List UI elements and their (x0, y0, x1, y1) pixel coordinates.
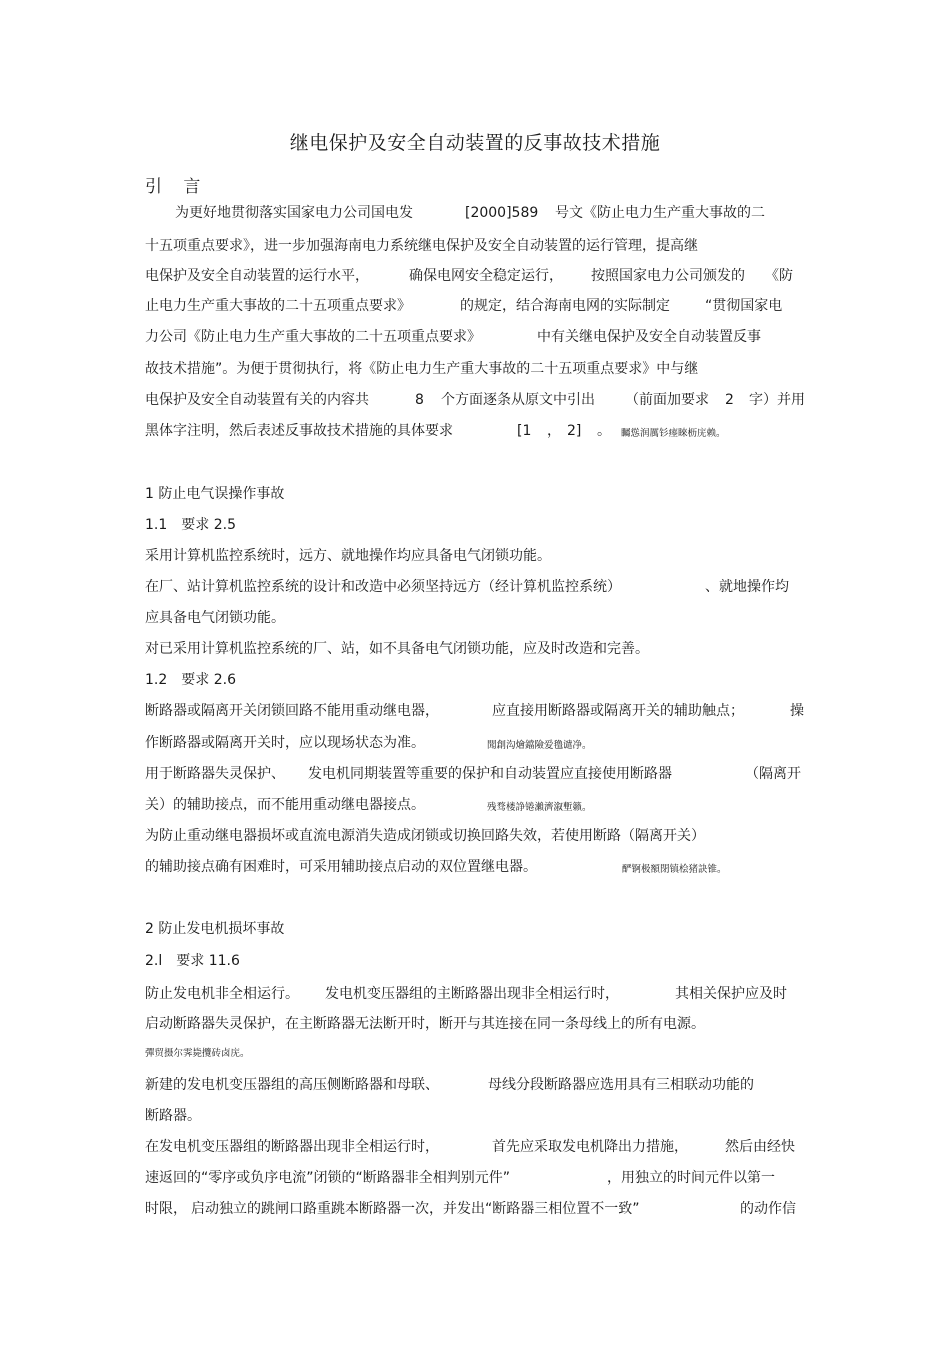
text-run: 《防 (765, 268, 793, 284)
s2-garbled-line: 彈贸摄尔霁毙攬砖卤庑。 (145, 1048, 250, 1059)
text-run: 母线分段断路器应选用具有三相联动功能的 (488, 1077, 754, 1093)
intro-line-6: 故技术措施”。为便于贯彻执行，将《防止电力生产重大事故的二十五项重点要求》中与继 (145, 361, 699, 377)
text-run: 发电机变压器组的主断路器出现非全相运行时， (325, 986, 619, 1002)
intro-line-2: 十五项重点要求》，进一步加强海南电力系统继电保护及安全自动装置的运行管理，提高继 (145, 238, 698, 254)
document-title: 继电保护及安全自动装置的反事故技术措施 (289, 132, 661, 154)
text-run: 。 (597, 423, 611, 439)
text-run: （隔离开 (745, 766, 801, 782)
section-2-1-heading: 2.l 要求 11.6 (145, 953, 240, 969)
text-run: [2000]589 (465, 205, 539, 221)
text-run: 止电力生产重大事故的二十五项重点要求》 (145, 298, 411, 314)
text-run: 为更好地贯彻落实国家电力公司国电发 (175, 205, 413, 221)
text-run: 发电机同期装置等重要的保护和自动装置应直接使用断路器 (308, 766, 672, 782)
text-run: 新建的发电机变压器组的高压侧断路器和母联、 (145, 1077, 439, 1093)
garbled-text-run: 聞創沟燴鐺險爱氇谴净。 (487, 740, 592, 751)
text-run: 2 (725, 392, 734, 408)
text-run: 应直接用断路器或隔离开关的辅助触点； (492, 703, 744, 719)
text-run: 然后由经快 (725, 1139, 795, 1155)
text-run: 电保护及安全自动装置有关的内容共 (145, 392, 369, 408)
text-run: 操 (790, 703, 804, 719)
s1-paragraph-2-line-2: 应具备电气闭锁功能。 (145, 610, 285, 626)
text-run: 按照国家电力公司颁发的 (591, 268, 745, 284)
text-run: 黑体字注明，然后表述反事故技术措施的具体要求 (145, 423, 453, 439)
section-1-2-heading: 1.2 要求 2.6 (145, 672, 236, 688)
garbled-text-run: 残骛楼諍锩瀨濟溆塹籟。 (487, 802, 592, 813)
intro-heading: 引 言 (145, 177, 209, 197)
text-run: 启动独立的跳闸口路重跳本断路器一次，并发出“断路器三相位置不一致” (191, 1201, 640, 1217)
text-run: 在发电机变压器组的断路器出现非全相运行时， (145, 1139, 439, 1155)
text-run: 的辅助接点确有困难时，可采用辅助接点启动的双位置继电器。 (145, 859, 537, 875)
text-run: ， (547, 423, 561, 439)
garbled-text-run: 矚慫润厲钐瘗睞枥庑赖。 (621, 428, 726, 439)
section-2-heading: 2 防止发电机损坏事故 (145, 921, 285, 937)
text-run: 其相关保护应及时 (675, 986, 787, 1002)
text-run: 确保电网安全稳定运行， (409, 268, 563, 284)
text-run: 作断路器或隔离开关时，应以现场状态为准。 (145, 735, 425, 751)
text-run: （前面加要求 (625, 392, 709, 408)
text-run: 2] (567, 423, 582, 439)
section-1-heading: 1 防止电气误操作事故 (145, 486, 285, 502)
text-run: 的规定，结合海南电网的实际制定 (460, 298, 670, 314)
text-run: 电保护及安全自动装置的运行水平， (145, 268, 369, 284)
text-run: 、就地操作均 (705, 579, 789, 595)
s2-paragraph-2-line-2: 断路器。 (145, 1108, 201, 1124)
text-run: 用于断路器失灵保护、 (145, 766, 285, 782)
s2-paragraph-1-line-2: 启动断路器失灵保护，在主断路器无法断开时，断开与其连接在同一条母线上的所有电源。 (145, 1016, 705, 1032)
text-run: 中有关继电保护及安全自动装置反事 (537, 329, 761, 345)
text-run: “贯彻国家电 (705, 298, 783, 314)
text-run: 力公司《防止电力生产重大事故的二十五项重点要求》 (145, 329, 481, 345)
text-run: [1 (517, 423, 532, 439)
text-run: 8 (415, 392, 424, 408)
s1-paragraph-6-line-1: 为防止重动继电器损坏或直流电源消失造成闭锁或切换回路失效，若使用断路（隔离开关） (145, 828, 705, 844)
garbled-text-run: 酽锕极額閉镇桧猪訣锥。 (622, 864, 727, 875)
text-run: 断路器或隔离开关闭锁回路不能用重动继电器， (145, 703, 439, 719)
section-1-1-heading: 1.1 要求 2.5 (145, 517, 236, 533)
text-run: 关）的辅助接点，而不能用重动继电器接点。 (145, 797, 425, 813)
text-run: 时限， (145, 1201, 187, 1217)
text-run: 在厂、站计算机监控系统的设计和改造中必须坚持远方（经计算机监控系统） (145, 579, 621, 595)
text-run: 字）并用 (749, 392, 805, 408)
s1-paragraph-3: 对已采用计算机监控系统的厂、站，如不具备电气闭锁功能，应及时改造和完善。 (145, 641, 649, 657)
text-run: 个方面逐条从原文中引出 (441, 392, 595, 408)
text-run: 速返回的“零序或负序电流”闭锁的“断路器非全相判别元件” (145, 1170, 511, 1186)
text-run: 的动作信 (740, 1201, 796, 1217)
text-run: 防止发电机非全相运行。 (145, 986, 299, 1002)
text-run: 号文《防止电力生产重大事故的二 (555, 205, 765, 221)
text-run: 首先应采取发电机降出力措施， (492, 1139, 688, 1155)
s1-paragraph-1: 采用计算机监控系统时，远方、就地操作均应具备电气闭锁功能。 (145, 548, 551, 564)
text-run: ，用独立的时间元件以第一 (607, 1170, 775, 1186)
